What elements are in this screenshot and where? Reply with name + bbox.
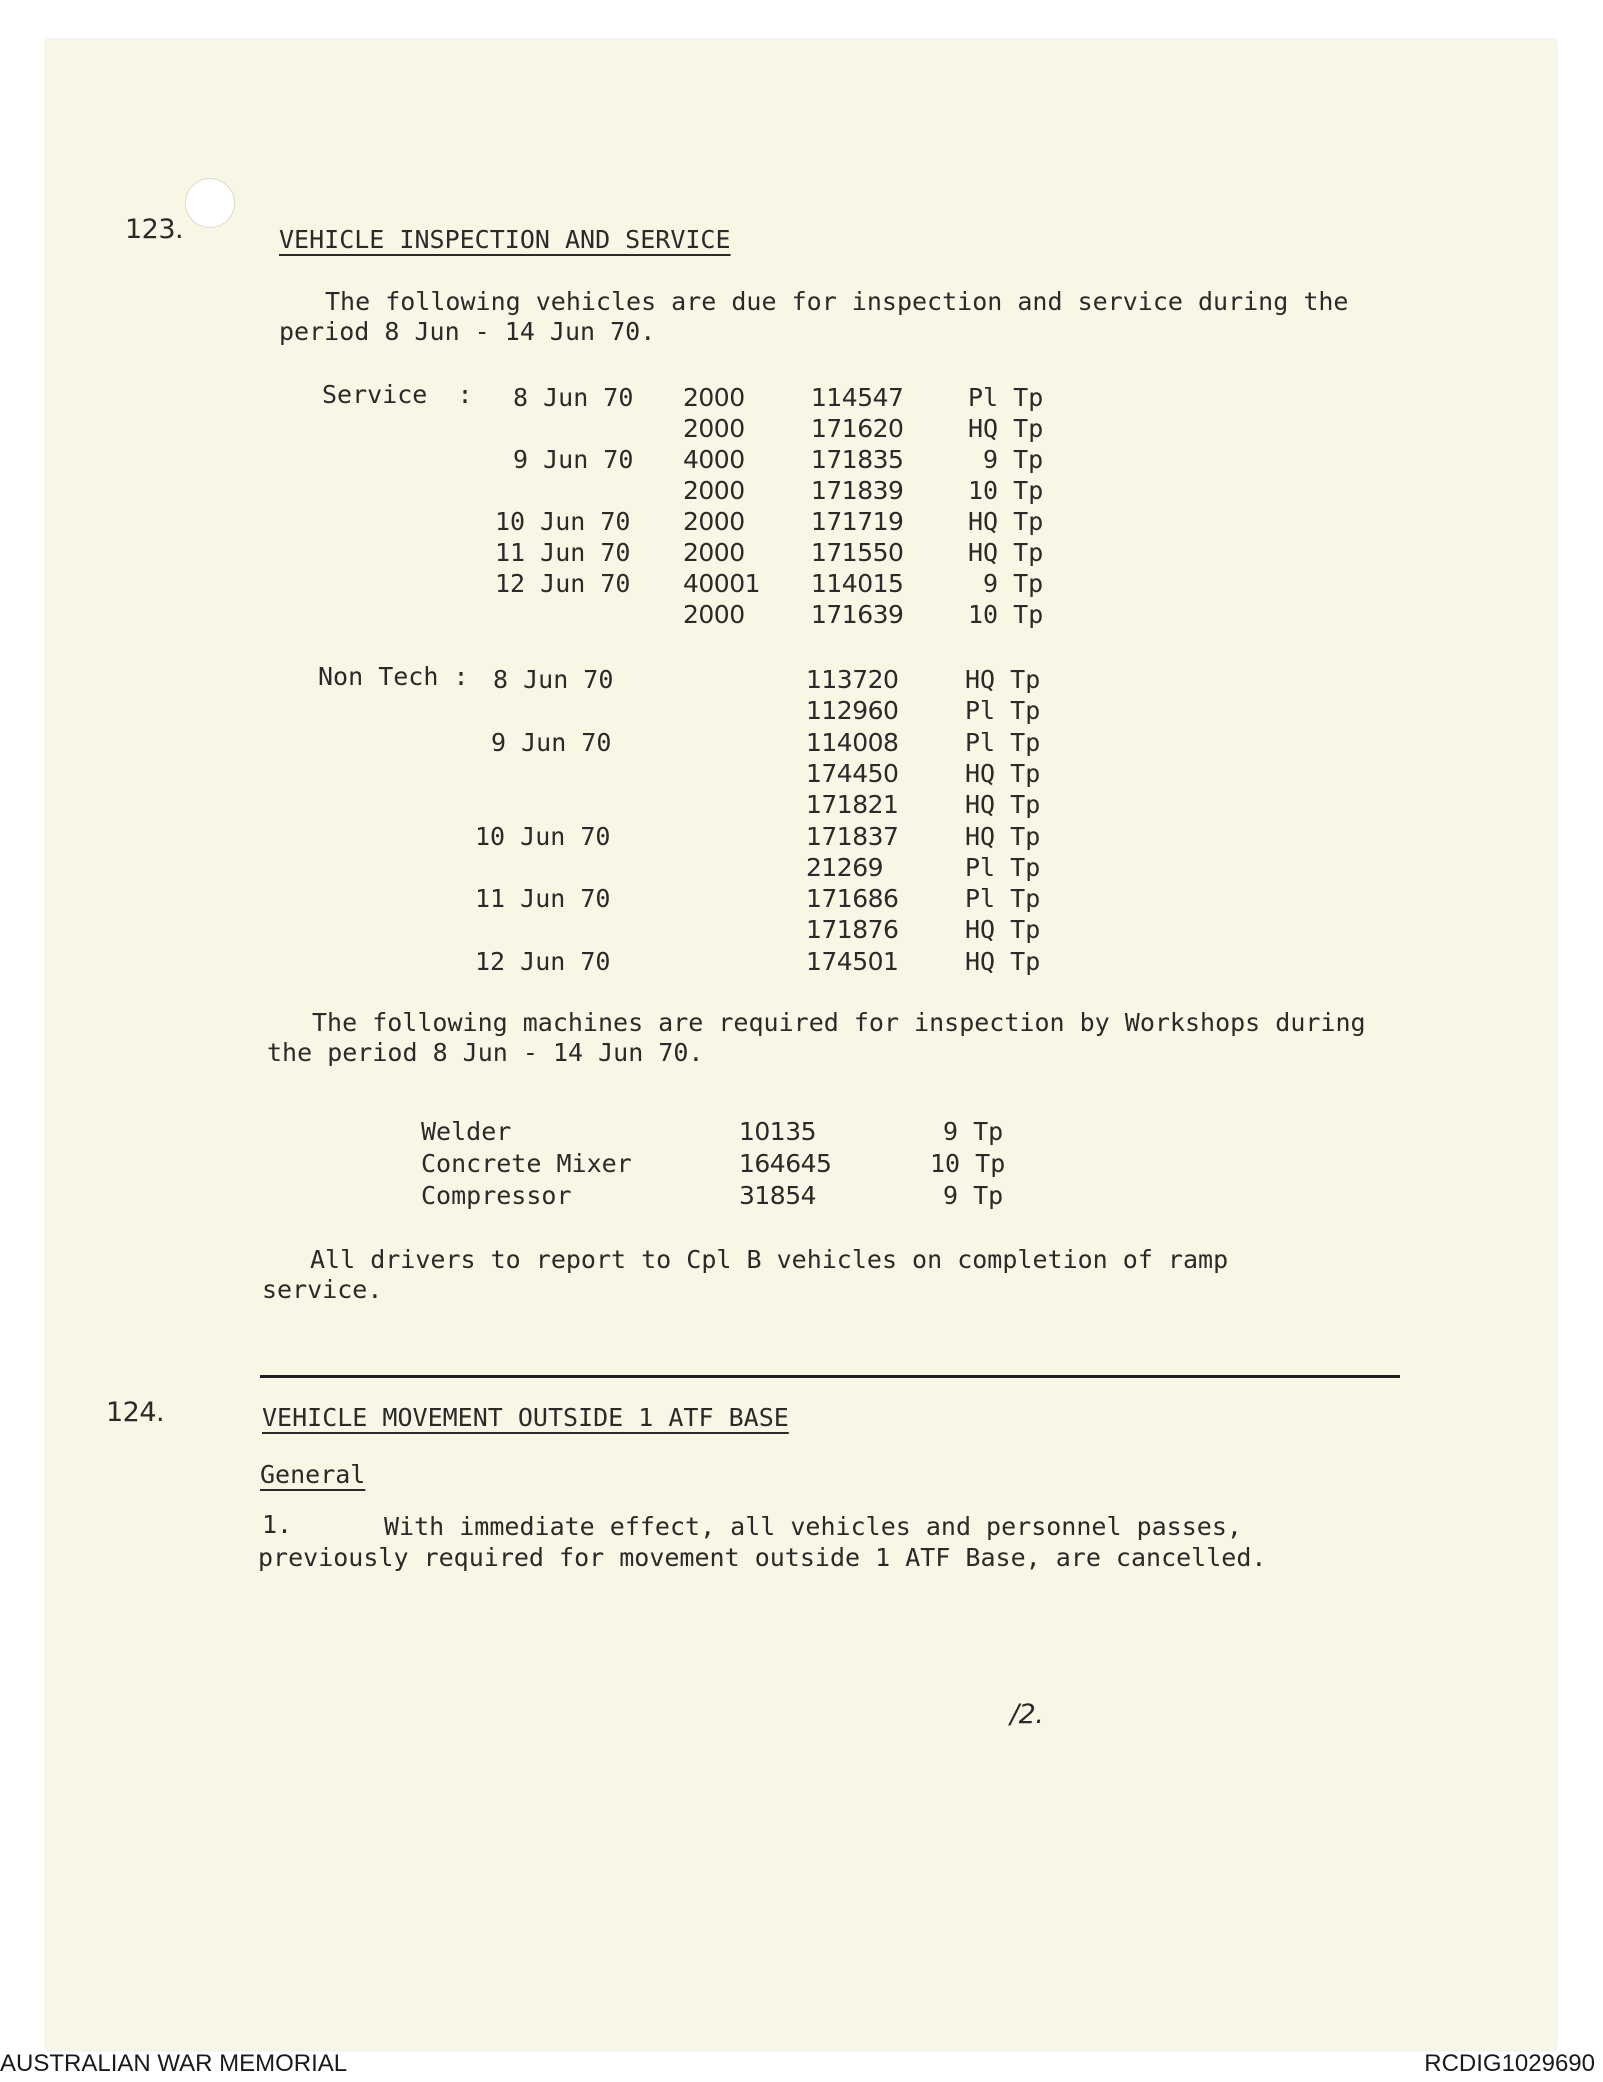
footer-record-id: RCDIG1029690 bbox=[1424, 2050, 1595, 2077]
section-divider bbox=[260, 1375, 1400, 1378]
troop-unit: HQ Tp bbox=[968, 507, 1044, 536]
nontech-row bbox=[0, 853, 1100, 883]
nontech-row bbox=[0, 947, 1100, 977]
troop-unit: HQ Tp bbox=[968, 414, 1044, 443]
service-row bbox=[0, 445, 1100, 475]
vehicle-registration: 171550 bbox=[811, 538, 904, 567]
service-interval: 2000 bbox=[683, 383, 745, 412]
nontech-row bbox=[0, 665, 1100, 695]
machine-name: Compressor bbox=[421, 1181, 572, 1210]
service-date: 9 Jun 70 bbox=[513, 445, 634, 474]
nontech-row bbox=[0, 822, 1100, 852]
troop-unit: Pl Tp bbox=[965, 728, 1041, 757]
nontech-label: Non Tech : bbox=[318, 662, 469, 691]
service-interval: 2000 bbox=[683, 476, 745, 505]
intro-line-1: The following vehicles are due for inspection and service during the bbox=[325, 287, 1349, 316]
section-number-123: 123. bbox=[125, 214, 184, 245]
troop-unit: HQ Tp bbox=[965, 947, 1041, 976]
vehicle-registration: 171686 bbox=[806, 884, 899, 913]
paragraph-line-2: previously required for movement outside 1 ATF Base, are cancelled. bbox=[258, 1543, 1267, 1572]
machine-name: Welder bbox=[421, 1117, 512, 1146]
troop-unit: Pl Tp bbox=[968, 383, 1044, 412]
machines-line-2: the period 8 Jun - 14 Jun 70. bbox=[267, 1038, 704, 1067]
service-row bbox=[0, 383, 1100, 413]
troop-unit: Pl Tp bbox=[965, 884, 1041, 913]
drivers-line-2: service. bbox=[262, 1275, 383, 1304]
troop-unit: HQ Tp bbox=[968, 538, 1044, 567]
troop-unit: 10 Tp bbox=[930, 1149, 1006, 1178]
nontech-date: 8 Jun 70 bbox=[493, 665, 614, 694]
troop-unit: 9 Tp bbox=[983, 569, 1044, 598]
section-heading-124: VEHICLE MOVEMENT OUTSIDE 1 ATF BASE bbox=[262, 1403, 789, 1432]
vehicle-registration: 171639 bbox=[811, 600, 904, 629]
service-interval: 40001 bbox=[683, 569, 761, 598]
vehicle-registration: 171835 bbox=[811, 445, 904, 474]
troop-unit: HQ Tp bbox=[965, 822, 1041, 851]
vehicle-registration: 114015 bbox=[811, 569, 904, 598]
machine-row bbox=[0, 1149, 1100, 1179]
nontech-row bbox=[0, 728, 1100, 758]
intro-line-2: period 8 Jun - 14 Jun 70. bbox=[279, 317, 656, 346]
service-row bbox=[0, 569, 1100, 599]
vehicle-registration: 21269 bbox=[806, 853, 884, 882]
troop-unit: HQ Tp bbox=[965, 915, 1041, 944]
nontech-row bbox=[0, 884, 1100, 914]
subheading-general: General bbox=[260, 1460, 366, 1489]
troop-unit: 10 Tp bbox=[968, 476, 1044, 505]
nontech-date: 10 Jun 70 bbox=[475, 822, 611, 851]
service-row bbox=[0, 414, 1100, 444]
service-label: Service : bbox=[322, 380, 473, 409]
service-interval: 2000 bbox=[683, 600, 745, 629]
footer-archive-name: AUSTRALIAN WAR MEMORIAL bbox=[0, 2050, 348, 2077]
vehicle-registration: 171620 bbox=[811, 414, 904, 443]
punch-hole bbox=[185, 178, 235, 228]
troop-unit: HQ Tp bbox=[965, 759, 1041, 788]
service-row bbox=[0, 538, 1100, 568]
machine-registration: 164645 bbox=[739, 1149, 832, 1178]
nontech-row bbox=[0, 696, 1100, 726]
machine-registration: 10135 bbox=[739, 1117, 817, 1146]
service-date: 8 Jun 70 bbox=[513, 383, 634, 412]
nontech-row bbox=[0, 915, 1100, 945]
machine-row bbox=[0, 1181, 1100, 1211]
troop-unit: HQ Tp bbox=[965, 790, 1041, 819]
troop-unit: HQ Tp bbox=[965, 665, 1041, 694]
troop-unit: Pl Tp bbox=[965, 853, 1041, 882]
machines-line-1: The following machines are required for inspection by Workshops during bbox=[312, 1008, 1366, 1037]
vehicle-registration: 113720 bbox=[806, 665, 899, 694]
vehicle-registration: 171821 bbox=[806, 790, 899, 819]
page-continuation-marker: /2. bbox=[1010, 1699, 1044, 1730]
nontech-row bbox=[0, 759, 1100, 789]
machine-registration: 31854 bbox=[739, 1181, 817, 1210]
service-row bbox=[0, 600, 1100, 630]
service-date: 12 Jun 70 bbox=[495, 569, 631, 598]
vehicle-registration: 112960 bbox=[806, 696, 899, 725]
vehicle-registration: 114547 bbox=[811, 383, 904, 412]
troop-unit: 10 Tp bbox=[968, 600, 1044, 629]
service-interval: 2000 bbox=[683, 414, 745, 443]
paragraph-number: 1. bbox=[262, 1510, 293, 1539]
vehicle-registration: 114008 bbox=[806, 728, 899, 757]
troop-unit: 9 Tp bbox=[943, 1117, 1004, 1146]
paragraph-line-1: With immediate effect, all vehicles and personnel passes, bbox=[384, 1512, 1242, 1541]
section-heading-123: VEHICLE INSPECTION AND SERVICE bbox=[279, 225, 731, 254]
nontech-date: 12 Jun 70 bbox=[475, 947, 611, 976]
service-date: 11 Jun 70 bbox=[495, 538, 631, 567]
nontech-date: 11 Jun 70 bbox=[475, 884, 611, 913]
section-number-124: 124. bbox=[106, 1397, 165, 1428]
vehicle-registration: 171719 bbox=[811, 507, 904, 536]
vehicle-registration: 171876 bbox=[806, 915, 899, 944]
service-interval: 2000 bbox=[683, 538, 745, 567]
vehicle-registration: 171837 bbox=[806, 822, 899, 851]
vehicle-registration: 174450 bbox=[806, 759, 899, 788]
vehicle-registration: 174501 bbox=[806, 947, 899, 976]
nontech-date: 9 Jun 70 bbox=[491, 728, 612, 757]
drivers-line-1: All drivers to report to Cpl B vehicles on completion of ramp bbox=[310, 1245, 1229, 1274]
nontech-row bbox=[0, 790, 1100, 820]
machine-row bbox=[0, 1117, 1100, 1147]
service-row bbox=[0, 507, 1100, 537]
service-row bbox=[0, 476, 1100, 506]
troop-unit: Pl Tp bbox=[965, 696, 1041, 725]
troop-unit: 9 Tp bbox=[983, 445, 1044, 474]
machine-name: Concrete Mixer bbox=[421, 1149, 632, 1178]
service-date: 10 Jun 70 bbox=[495, 507, 631, 536]
troop-unit: 9 Tp bbox=[943, 1181, 1004, 1210]
vehicle-registration: 171839 bbox=[811, 476, 904, 505]
service-interval: 2000 bbox=[683, 507, 745, 536]
service-interval: 4000 bbox=[683, 445, 745, 474]
